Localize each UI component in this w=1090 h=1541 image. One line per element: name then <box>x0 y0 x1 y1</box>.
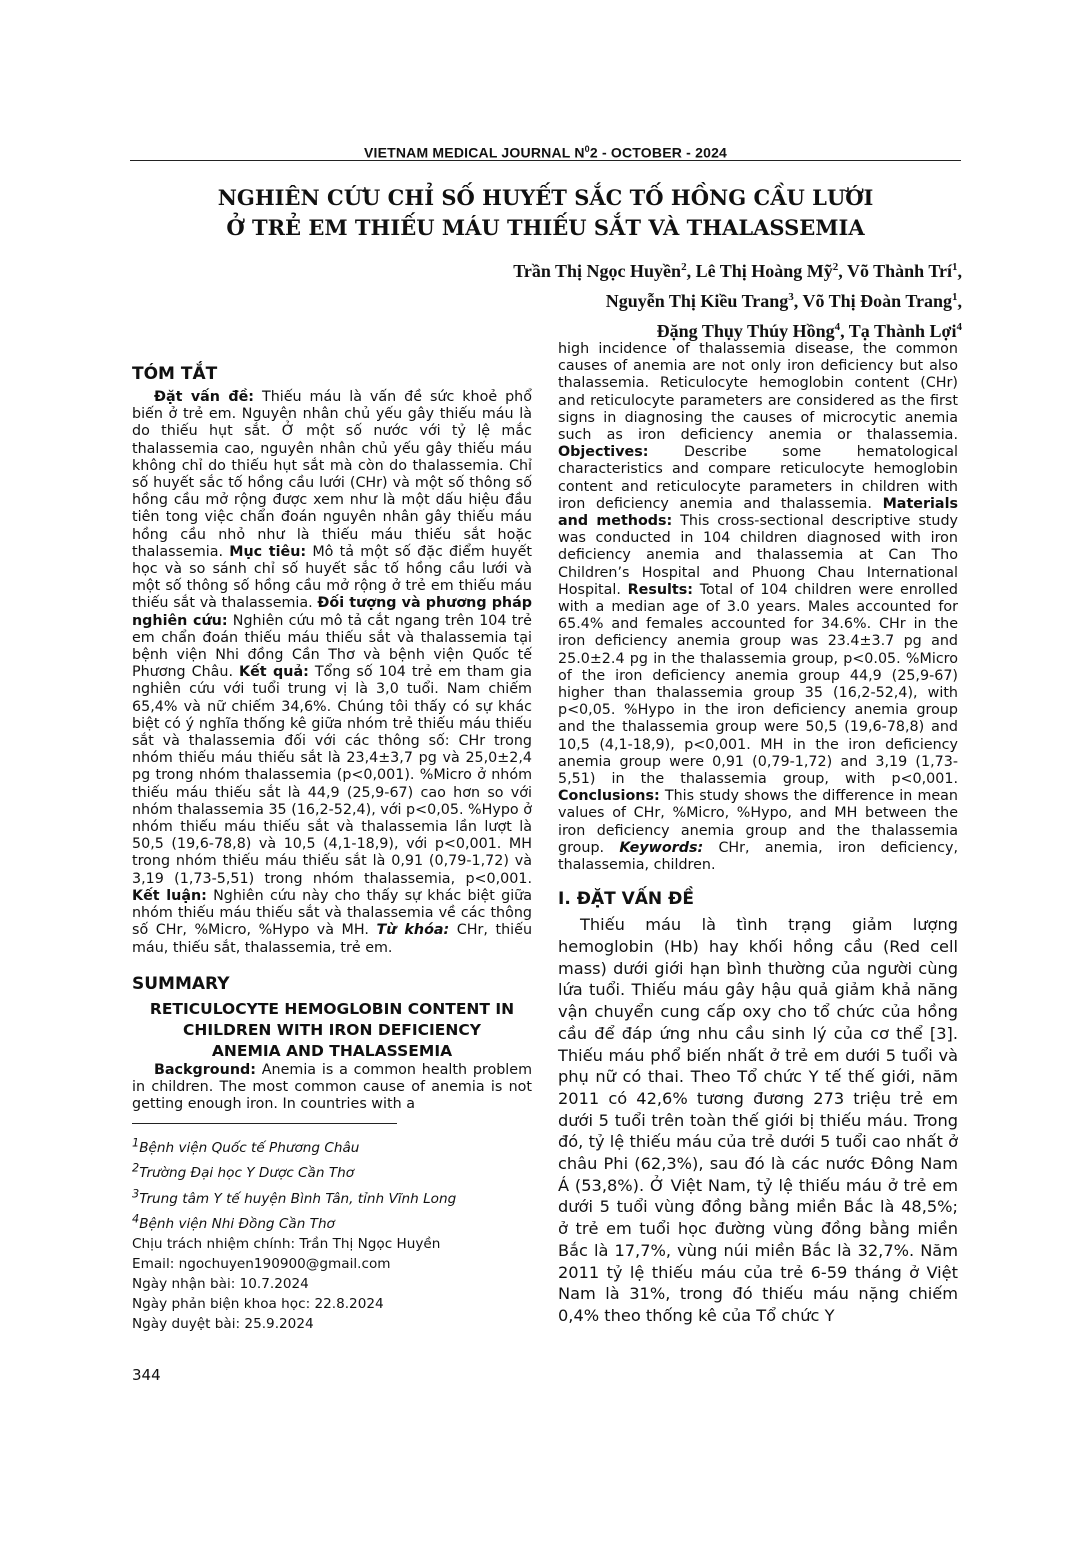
summary-title-line: CHILDREN WITH IRON DEFICIENCY <box>183 1020 481 1039</box>
footnote-email: Email: ngochuyen190900@gmail.com <box>132 1256 391 1273</box>
footnote-affiliation: $^3$Trung tâm Y tế huyện Bình Tân, tỉnh Vĩnh Long <box>132 1186 457 1207</box>
footnote-affiliation: $^4$Bệnh viện Nhi Đồng Cần Thơ <box>132 1211 335 1233</box>
author-list <box>202 254 962 344</box>
title-line: Ở TRẺ EM THIẾU MÁU THIẾU SẮT VÀ THALASSEMIA <box>226 215 865 240</box>
title-line: NGHIÊN CỨU CHỈ SỐ HUYẾT SẮC TỐ HỒNG CẦU LƯỚI <box>217 185 874 210</box>
left-column <box>132 363 532 1334</box>
summary-title-line: RETICULOCYTE HEMOGLOBIN CONTENT IN <box>149 999 515 1018</box>
author-line: Đặng Thụy Thúy Hồng$^4$, Tạ Thành Lợi$^4$ <box>656 321 962 341</box>
author-line: Trần Thị Ngọc Huyền$^2$, Lê Thị Hoàng Mỹ$^2$, Võ Thành Trí$^1$, <box>513 261 962 281</box>
right-column <box>558 341 958 1327</box>
section-1-heading: I. ĐẶT VẤN ĐỀ <box>558 889 694 910</box>
section-1-text: Thiếu máu là tình trạng giảm lượng hemoglobin (Hb) hay khối hồng cầu (Red cell mass) dưới giới hạn bình thường của người cùng lứa tuổi. Thiếu máu gây hậu quả giảm khả năng vận chuyển cung cấp oxy cho tổ chức của hồng cầu để đáp ứng nhu cầu sinh lý của cơ thể [3]. Thiếu máu phổ biến nhất ở trẻ em dưới 5 tuổi và phụ nữ có thai. Theo Tổ chức Y tế thế giới, năm 2011 có 42,6% tương đương 273 triệu trẻ em dưới 5 tuổi trên toàn thế giới bị thiếu máu. Trong đó, tỷ lệ thiếu máu của trẻ dưới 5 tuổi cao nhất ở châu Phi (62,3%), sau đó là các nước Đông Nam Á (53,8%). Ở Việt Nam, tỷ lệ thiếu máu ở trẻ em dưới 5 tuổi vùng đồng bằng miền Bắc là 48,5%; ở trẻ em tuổi học đường vùng đồng bằng miền Bắc là 17,7%, vùng núi miền Bắc là 32,7%. Năm 2011 tỷ lệ thiếu máu của trẻ 6-59 tháng ở Việt Nam là 31%, trong đó thiếu máu nặng chiếm 0,4% theo thống kê của Tổ chức Y <box>558 915 958 1325</box>
abstract-vn-text: Đặt vấn đề: Thiếu máu là vấn đề sức khoẻ phổ biến ở trẻ em. Nguyên nhân chủ yếu gây thiếu máu là do thiếu hụt sắt. Ở một số nước với tỷ lệ mắc thalassemia cao, nguyên nhân chủ yếu gây thiếu máu không chỉ do thiếu hụt sắt mà còn do thalassemia. Chỉ số huyết sắc tố hồng cầu lưới (CHr) và một số thông số hồng cầu mở rộng được xem như là một dấu hiệu đầu tiên tong việc chẩn đoán nguyên nhân gây thiếu máu hồng cầu nhỏ như là thiếu máu thiếu sắt hoặc thalassemia. Mục tiêu: Mô tả một số đặc điểm huyết học và so sánh chỉ số huyết sắc tố hồng cầu lưới và một số thông số hồng cầu mở rộng ở trẻ em thiếu máu thiếu sắt và thalassemia. Đối tượng và phương pháp nghiên cứu: Nghiên cứu mô tả cắt ngang trên 104 trẻ em chẩn đoán thiếu máu thiếu sắt và thalassemia tại bệnh viện Nhi đồng Cần Thơ và bệnh viện Quốc tế Phương Châu. Kết quả: Tổng số 104 trẻ em tham gia nghiên cứu với tuổi trung vị là 3,0 tuổi. Nam chiếm 65,4% và nữ chiếm 34,6%. Chúng tôi thấy có sự khác biệt có ý nghĩa thống kê giữa nhóm trẻ thiếu máu thiếu sắt và thalassemia đối với các thông số: CHr trong nhóm thiếu máu thiếu sắt là 23,4±3,7 pg và 25,0±2,4 pg trong nhóm thalassemia (p<0,001). %Micro ở nhóm thiếu máu thiếu sắt là 44,9 (25,9-67) cao hơn so với nhóm thalassemia 35 (16,2-52,4), với p<0,05. %Hypo ở nhóm thiếu máu thiếu sắt và thalassemia lần lượt là 50,5 (19,6-78,8) và 10,5 (4,1-18,9), với p<0,001. MH trong nhóm thiếu máu thiếu sắt là 0,91 (0,79-1,72) và 3,19 (1,73-5,51) trong nhóm thalassemia, p<0,001. Kết luận: Nghiên cứu này cho thấy sự khác biệt giữa nhóm thiếu máu thiếu sắt và thalassemia về các thông số CHr, %Micro, %Hypo và MH. Từ khóa: CHr, thiếu máu, thiếu sắt, thalassemia, trẻ em. <box>132 389 533 956</box>
summary-background: Background: Anemia is a common health problem in children. The most common cause of anemia is not getting enough iron. In countries with a <box>132 1061 532 1113</box>
footnote-affiliation: $^1$Bệnh viện Quốc tế Phương Châu <box>132 1135 360 1156</box>
footnote-affiliation: $^2$Trường Đại học Y Dược Cần Thơ <box>132 1160 355 1182</box>
article-title <box>130 183 961 243</box>
footnote-accepted-date: Ngày duyệt bài: 25.9.2024 <box>132 1316 314 1333</box>
running-head: VIETNAM MEDICAL JOURNAL $N^02$ - OCTOBER - 2024 <box>363 144 728 161</box>
header-rule <box>130 160 961 161</box>
footnote-review-date: Ngày phản biện khoa học: 22.8.2024 <box>132 1296 384 1313</box>
author-line: Nguyễn Thị Kiều Trang$^3$, Võ Thị Đoàn Trang$^1$, <box>605 291 962 311</box>
footnote-corresponding: Chịu trách nhiệm chính: Trần Thị Ngọc Huyền <box>132 1236 441 1253</box>
summary-heading: SUMMARY <box>132 973 230 994</box>
page-number: 344 <box>132 1366 161 1384</box>
summary-text: high incidence of thalassemia disease, the common causes of anemia are not only iron deficiency but also thalassemia. Reticulocyte hemoglobin content (CHr) and reticulocyte parameters are considered as the first signs in diagnosing the causes of microcytic anemia such as iron deficiency anemia or thalassemia. Objectives: Describe some hematological characteristics and compare reticulocyte hemoglobin content and reticulocyte parameters in children with iron deficiency anemia and thalassemia. Materials and methods: This cross-sectional descriptive study was conducted in 104 children diagnosed with iron deficiency anemia and thalassemia at Can Tho Children’s Hospital and Phuong Chau International Hospital. Results: Total of 104 children were enrolled with a median age of 3.0 years. Males accounted for 65.4% and females accounted for 34.6%. CHr in the iron deficiency anemia group was 23.4±3.7 pg and 25.0±2.4 pg in the thalassemia group, p<0.05. %Micro of the iron deficiency anemia group 44,9 (25,9-67) higher than thalassemia group 35 (16,2-52,4), with p<0,05. %Hypo in the iron deficiency anemia group and the thalassemia group were 50,5 (19,6-78,8) and 10,5 (4,1-18,9), p<0,001. MH in the iron deficiency anemia group were 0,91 (0,79-1,72) and 3,19 (1,73-5,51) in the thalassemia group, with p<0,001. Conclusions: This study shows the difference in mean values of CHr, %Micro, %Hypo, and MH between the iron deficiency anemia group and the thalassemia group. Keywords: CHr, anemia, iron deficiency, thalassemia, children. <box>558 341 959 874</box>
footnote-received-date: Ngày nhận bài: 10.7.2024 <box>132 1276 309 1293</box>
footnote-rule <box>132 1123 397 1124</box>
abstract-vn-heading: TÓM TẮT <box>132 364 218 384</box>
summary-title-line: ANEMIA AND THALASSEMIA <box>211 1041 453 1060</box>
